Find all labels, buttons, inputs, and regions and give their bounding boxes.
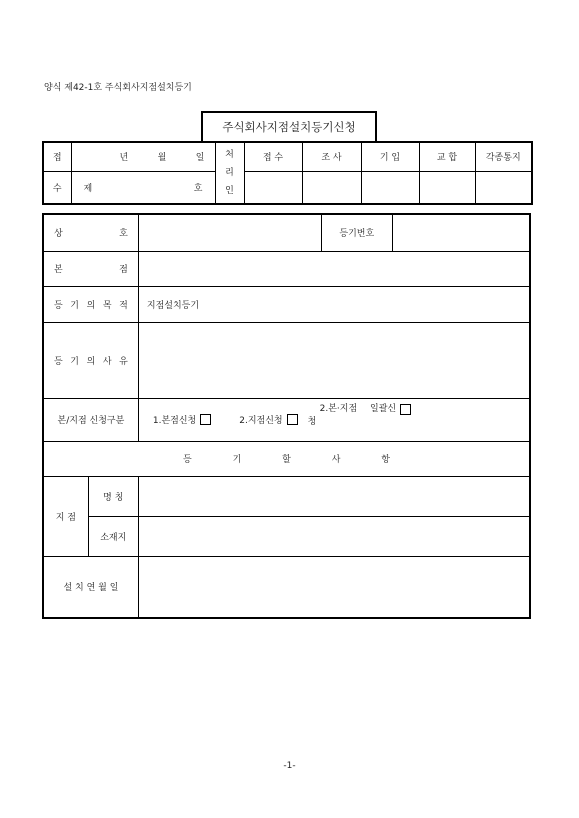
company-name-label: 상 호 — [43, 214, 138, 251]
cell-investigation[interactable] — [302, 171, 361, 204]
registration-number-field[interactable] — [392, 214, 530, 251]
application-table — [42, 213, 531, 619]
col-investigation: 조 사 — [302, 142, 361, 171]
col-receipt: 접 수 — [244, 142, 302, 171]
processing-label: 처 리 인 — [215, 142, 244, 204]
receipt-label-bottom: 수 — [43, 171, 71, 204]
option-both-text-1: 2.본·지점 일괄신 — [319, 403, 397, 414]
branch-name-label: 명 칭 — [88, 476, 138, 516]
option-head-office: 1.본점신청 — [152, 416, 197, 426]
purpose-label: 등 기 의 목 적 — [43, 286, 138, 322]
date-year: 년 — [119, 153, 129, 164]
option-branch: 2.지점신청 — [239, 416, 283, 426]
company-name-field[interactable] — [138, 214, 321, 251]
cell-notifications[interactable] — [475, 171, 532, 204]
page-number: -1- — [283, 761, 296, 771]
head-office-checkbox[interactable] — [200, 414, 211, 425]
branch-address-label: 소재지 — [88, 516, 138, 556]
col-entry: 기 입 — [361, 142, 419, 171]
reason-label: 등 기 의 사 유 — [43, 322, 138, 398]
head-office-label: 본 점 — [43, 251, 138, 286]
registration-number-label: 등기번호 — [321, 214, 392, 251]
branch-label: 지 점 — [43, 476, 88, 556]
both-checkbox[interactable] — [400, 404, 411, 415]
cell-verification[interactable] — [419, 171, 475, 204]
option-both-text-2: 청 — [307, 416, 317, 427]
receipt-date[interactable] — [71, 142, 215, 171]
receipt-table — [42, 141, 533, 205]
reason-field[interactable] — [138, 322, 530, 398]
head-office-field[interactable] — [138, 251, 530, 286]
purpose-value[interactable]: 지점설치등기 — [138, 286, 530, 322]
receipt-number[interactable] — [71, 171, 215, 204]
branch-name-field[interactable] — [138, 476, 530, 516]
form-code: 양식 제42-1호 주식회사지점설치등기 — [44, 83, 192, 93]
form-title: 주식회사지점설치등기신청 — [201, 111, 377, 141]
cell-receipt[interactable] — [244, 171, 302, 204]
branch-checkbox[interactable] — [287, 414, 298, 425]
cell-entry[interactable] — [361, 171, 419, 204]
branch-address-field[interactable] — [138, 516, 530, 556]
division-label: 본/지점 신청구분 — [43, 398, 138, 441]
number-suffix: 호 — [193, 183, 203, 194]
date-month: 월 — [157, 153, 167, 164]
col-notifications: 각종통지 — [475, 142, 532, 171]
option-both — [307, 403, 411, 429]
col-verification: 교 합 — [419, 142, 475, 171]
date-day: 일 — [195, 153, 205, 164]
matters-header: 등 기 할 사 항 — [43, 441, 530, 476]
established-date-field[interactable] — [138, 556, 530, 618]
receipt-label-top: 접 — [43, 142, 71, 171]
division-options — [138, 398, 530, 441]
established-date-label: 설 치 연 월 일 — [43, 556, 138, 618]
number-prefix: 제 — [83, 183, 93, 194]
